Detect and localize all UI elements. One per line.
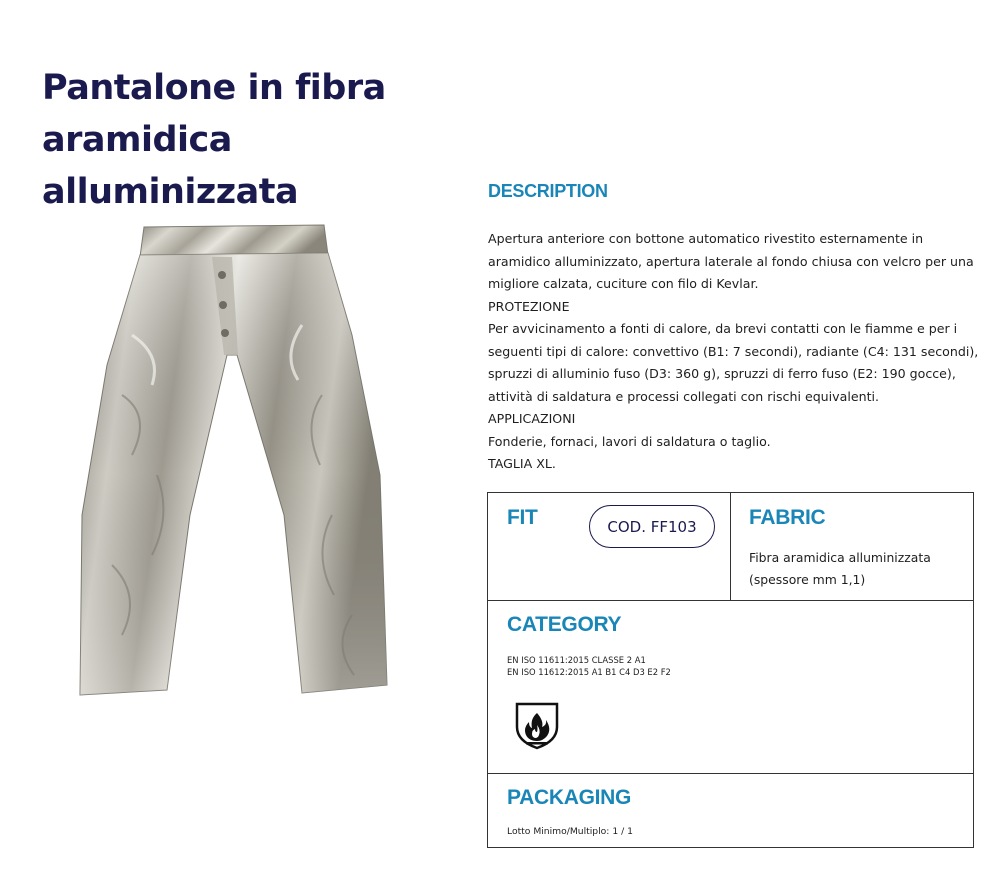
description-paragraph: Fonderie, fornaci, lavori di saldatura o taglio. — [488, 433, 771, 449]
description-paragraph: TAGLIA XL. — [488, 456, 556, 471]
fabric-text: Fibra aramidica alluminizzata (spessore mm 1,1) — [749, 550, 931, 587]
category-standard: EN ISO 11611:2015 CLASSE 2 A1 — [507, 655, 646, 665]
fit-heading: FIT — [507, 506, 538, 529]
product-code-badge: COD. FF103 — [589, 505, 715, 548]
row-divider — [488, 773, 973, 774]
spec-table — [487, 492, 974, 848]
description-paragraph: PROTEZIONE — [488, 298, 570, 314]
column-divider — [730, 493, 731, 600]
description-paragraph: Apertura anteriore con bottone automatico rivestito esternamente in aramidico alluminizzato, apertura laterale al fondo chiusa con velcro per una migliore calzata, cuciture con filo di Kevlar. — [488, 231, 974, 291]
aluminized-trousers-image — [62, 215, 402, 715]
description-heading: DESCRIPTION — [488, 181, 608, 201]
category-standard: EN ISO 11612:2015 A1 B1 C4 D3 E2 F2 — [507, 667, 671, 677]
category-standards — [507, 654, 947, 678]
row-divider — [488, 600, 973, 601]
flame-shield-icon — [514, 701, 560, 751]
description-paragraph: Per avvicinamento a fonti di calore, da brevi contatti con le fiamme e per i seguenti tipi di calore: convettivo (B1: 7 secondi), radiante (C4: 131 secondi), spruzzi di alluminio fuso (D3: 360 g), spruzzi di ferro fuso (E2: 190 gocce), attività di saldatura e processi collegati con rischi equivalenti. — [488, 321, 979, 404]
packaging-heading: PACKAGING — [507, 786, 632, 809]
description-text — [488, 228, 980, 476]
category-heading: CATEGORY — [507, 613, 622, 636]
packaging-text: Lotto Minimo/Multiplo: 1 / 1 — [507, 826, 633, 837]
product-title: Pantalone in fibra aramidica alluminizzata — [42, 68, 386, 212]
fabric-heading: FABRIC — [749, 506, 826, 529]
description-paragraph: APPLICAZIONI — [488, 411, 576, 426]
